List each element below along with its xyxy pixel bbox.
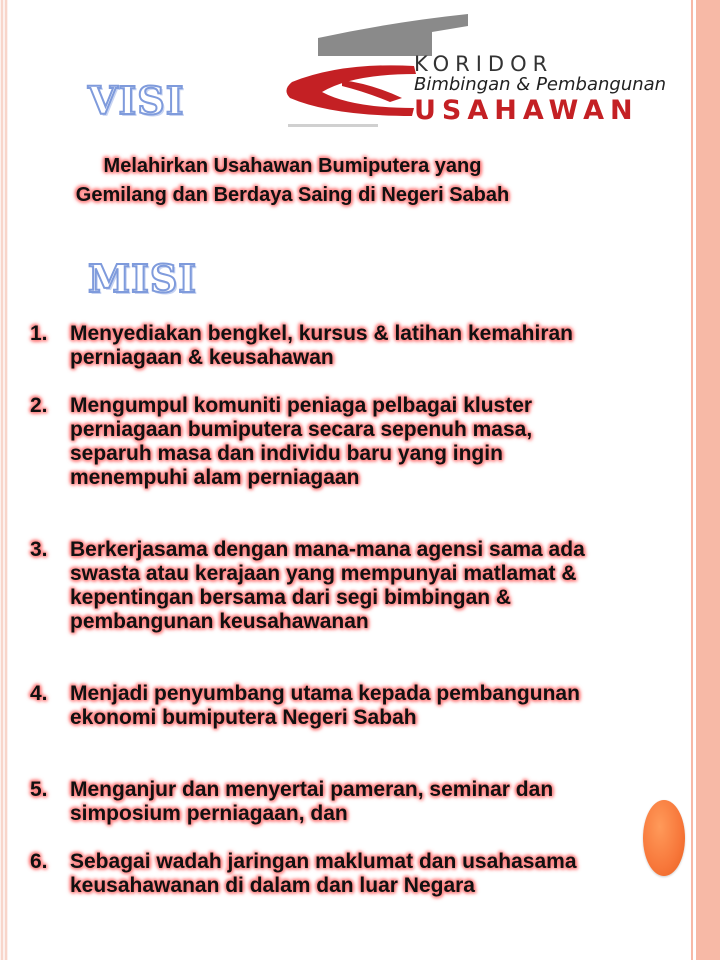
right-decorative-border [688,0,720,960]
orange-oval-shape [643,800,685,876]
left-decorative-border [0,0,8,960]
visi-statement: Melahirkan Usahawan Bumiputera yang Gemilang dan Berdaya Saing di Negeri Sabah [75,155,510,206]
misi-item-text: Sebagai wadah jaringan maklumat dan usahasama keusahawanan di dalam dan luar Negara [70,850,577,897]
misi-item-number: 1. [30,322,48,345]
misi-item-text: Menjadi penyumbang utama kepada pembangunan ekonomi bumiputera Negeri Sabah [70,682,580,729]
logo-koridor-text: KORIDOR [414,52,554,76]
misi-item [30,322,610,394]
logo-subtitle-text: Bimbingan & Pembangunan [414,74,667,95]
misi-item-text: Menganjur dan menyertai pameran, seminar dan simposium perniagaan, dan [70,778,554,825]
misi-item-text: Berkerjasama dengan mana-mana agensi sama ada swasta atau kerajaan yang mempunyai matlamat & kepentingan bersama dari segi bimbingan & pembangunan keusahawanan [70,538,585,633]
misi-item [30,538,610,682]
misi-item-number: 2. [30,394,48,417]
misi-list [30,322,610,898]
visi-heading: VISI [88,78,185,123]
misi-item-number: 3. [30,538,48,561]
koridor-logo [282,12,674,132]
misi-item-text: Menyediakan bengkel, kursus & latihan kemahiran perniagaan & keusahawan [70,322,574,369]
misi-item-number: 5. [30,778,48,801]
misi-item [30,394,610,538]
misi-heading: MISI [88,256,198,301]
logo-usahawan-text: USAHAWAN [414,95,639,126]
misi-item-text: Mengumpul komuniti peniaga pelbagai kluster perniagaan bumiputera secara sepenuh masa, separuh masa dan individu baru yang ingin menempuhi alam perniagaan [70,394,533,489]
misi-item [30,682,610,778]
misi-item [30,778,610,850]
misi-item [30,850,610,898]
misi-item-number: 4. [30,682,48,705]
misi-item-number: 6. [30,850,48,873]
